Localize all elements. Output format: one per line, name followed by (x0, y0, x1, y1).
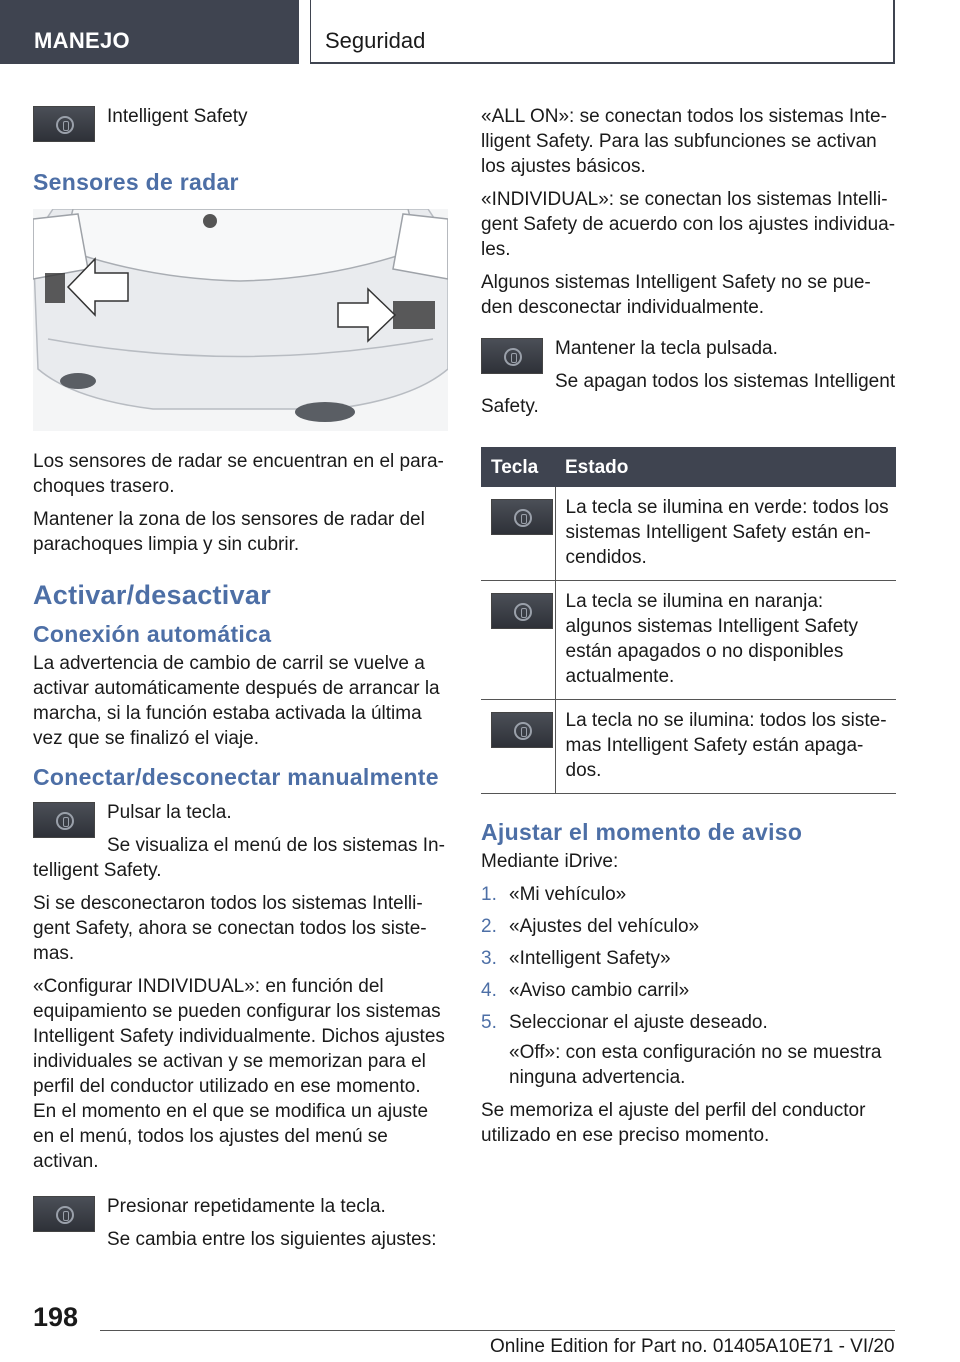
radar-paragraph-1: Los sensores de radar se encuentran en el parachoques trasero. (33, 451, 444, 497)
all-off-text: Se apagan todos los sistemas Intelligent Safety. (481, 371, 896, 417)
not-individual-paragraph: Algunos sistemas Intelligent Safety no se pueden desconectar individualmente. (481, 272, 871, 318)
press-key-row (33, 800, 448, 891)
list-item: 5. Seleccionar el ajuste deseado. (481, 1012, 768, 1033)
radar-heading: Sensores de radar (33, 169, 239, 195)
warning-time-heading: Ajustar el momento de aviso (481, 819, 803, 845)
list-item: 4. «Aviso cambio carril» (481, 980, 690, 1001)
off-note: «Off»: con esta configuración no se muestra ninguna advertencia. (509, 1042, 882, 1088)
activate-heading: Activar/desactivar (33, 580, 272, 610)
intelligent-safety-button-icon (33, 1196, 95, 1232)
auto-connect-heading: Conexión automática (33, 621, 272, 647)
table-header-state: Estado (555, 447, 896, 487)
table-header-key: Tecla (481, 447, 555, 487)
intelligent-safety-key-row (33, 104, 448, 148)
via-idrive-text: Mediante iDrive: (481, 851, 619, 872)
page-number: 198 (33, 1302, 79, 1332)
hold-key-text: Mantener la tecla pulsada. (555, 338, 778, 359)
section-title: MANEJO (34, 28, 130, 53)
auto-connect-paragraph: La advertencia de cambio de carril se vuelve a activar automáticamente después de arrancar la marcha, si la función estaba activada la última vez que se finalizó el viaje. (33, 653, 440, 749)
key-off-icon (491, 712, 553, 748)
intelligent-safety-button-icon (33, 802, 95, 838)
car-rear-radar-illustration (33, 209, 448, 431)
intelligent-safety-button-icon (481, 338, 543, 374)
table-cell-state: La tecla se ilumina en naranja: algunos sistemas Intelligent Safety están apagados o no disponibles actualmente. (555, 581, 896, 700)
manual-paragraph-2: «Configurar INDIVIDUAL»: en función del equipamiento se pueden configurar los sistemas Intelligent Safety individualmente. Dichos ajustes individuales se activan y se memorizan para el perfil del conductor utilizado en ese momento. En el momento en el que se modifica un ajuste en el menú, todos los ajustes del menú se activan. (33, 976, 445, 1172)
manual-heading: Conectar/desconectar manualmente (33, 764, 439, 790)
press-repeat-text: Presionar repetidamente la tecla. (107, 1196, 386, 1217)
key-label: Intelligent Safety (107, 106, 248, 127)
left-column (33, 104, 448, 1260)
press-key-text: Pulsar la tecla. (107, 802, 232, 823)
topic-title: Seguridad (325, 28, 426, 53)
topic-tab (310, 0, 895, 64)
footer-divider (100, 1330, 895, 1331)
steps-list (481, 882, 896, 1035)
right-column (481, 104, 896, 1156)
table-cell-state: La tecla no se ilumina: todos los sistemas Intelligent Safety están apagados. (555, 700, 896, 794)
list-item: 2. «Ajustes del vehículo» (481, 916, 700, 937)
list-item: 3. «Intelligent Safety» (481, 948, 671, 969)
table-cell-state: La tecla se ilumina en verde: todos los sistemas Intelligent Safety están encendidos. (555, 487, 896, 581)
toggle-settings-text: Se cambia entre los siguientes ajustes: (107, 1229, 437, 1250)
key-green-icon (491, 499, 553, 535)
table-row (481, 487, 896, 581)
key-state-table (481, 447, 896, 794)
press-repeat-row (33, 1194, 448, 1260)
intelligent-safety-button-icon (33, 106, 95, 142)
memorized-paragraph: Se memoriza el ajuste del perfil del conductor utilizado en ese preciso momento. (481, 1100, 866, 1146)
manual-paragraph-1: Si se desconectaron todos los sistemas Intelligent Safety, ahora se conectan todos los sistemas. (33, 893, 427, 964)
edition-footer: Online Edition for Part no. 01405A10E71 - VI/20 (490, 1336, 895, 1357)
list-item: 1. «Mi vehículo» (481, 884, 627, 905)
hold-key-row (481, 336, 896, 427)
radar-paragraph-2: Mantener la zona de los sensores de radar del parachoques limpia y sin cubrir. (33, 509, 425, 555)
individual-paragraph: «INDIVIDUAL»: se conectan los sistemas Intelligent Safety de acuerdo con los ajustes individuales. (481, 189, 896, 260)
menu-shown-text: Se visualiza el menú de los sistemas Intelligent Safety. (33, 835, 445, 881)
table-row (481, 581, 896, 700)
section-tab (0, 0, 299, 64)
key-orange-icon (491, 593, 553, 629)
table-row (481, 700, 896, 794)
all-on-paragraph: «ALL ON»: se conectan todos los sistemas Intelligent Safety. Para las subfunciones se activan los ajustes básicos. (481, 106, 887, 177)
